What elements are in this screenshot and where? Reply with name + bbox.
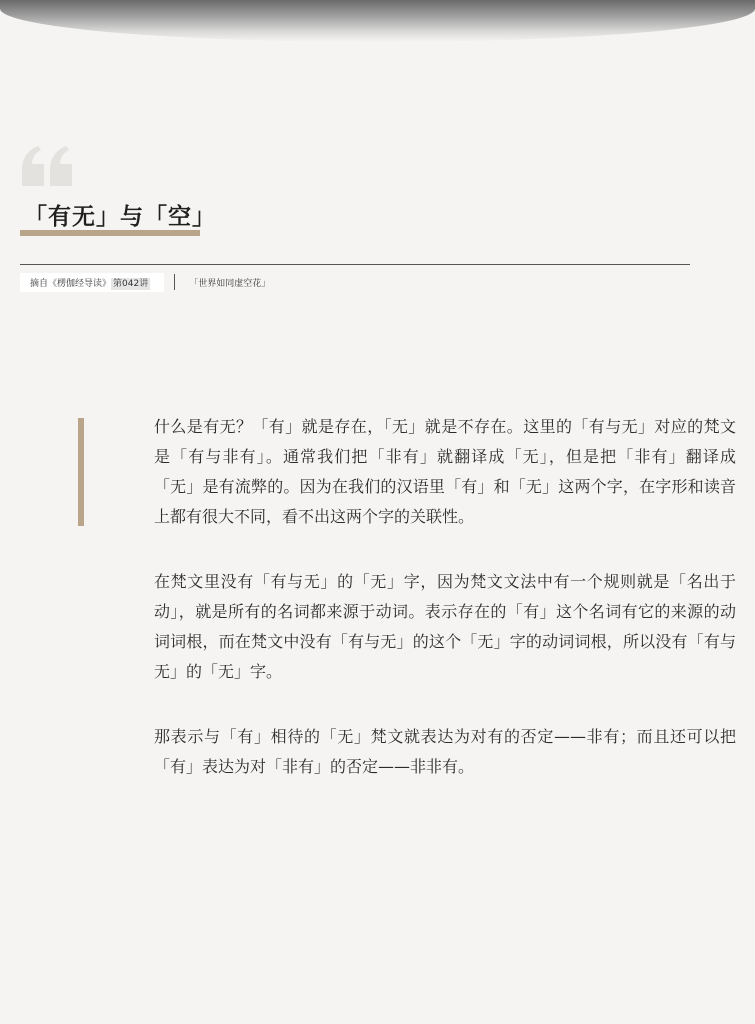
source-label: 摘自《楞伽经导读》 xyxy=(30,278,112,289)
paragraph: 在梵文里没有「有与无」的「无」字，因为梵文文法中有一个规则就是「名出于动」，就是所有的名词都来源于动词。表示存在的「有」这个名词有它的来源的动词词根，而在梵文中没有「有与无」的这个「无」字的动词词根，所以没有「有与无」的「无」字。 xyxy=(154,572,736,681)
top-shadow xyxy=(0,0,755,42)
quote-mark-icon xyxy=(18,140,78,190)
source-tag xyxy=(20,273,164,292)
accent-bar xyxy=(78,418,84,526)
header-rule xyxy=(20,264,690,265)
article-meta xyxy=(20,272,270,292)
meta-divider xyxy=(174,274,175,290)
series-label: 「世界如同虚空花」 xyxy=(189,278,271,289)
article-title: 「有无」与「空」 xyxy=(24,204,216,230)
lecture-label: 第042讲 xyxy=(113,278,149,289)
title-underline xyxy=(20,230,200,236)
article-body xyxy=(154,412,736,817)
paragraph: 那表示与「有」相待的「无」梵文就表达为对有的否定——非有；而且还可以把「有」表达为对「非有」的否定——非非有。 xyxy=(154,727,736,776)
paragraph: 什么是有无？「有」就是存在，「无」就是不存在。这里的「有与无」对应的梵文是「有与非有」。通常我们把「非有」就翻译成「无」，但是把「非有」翻译成「无」是有流弊的。因为在我们的汉语里「有」和「无」这两个字，在字形和读音上都有很大不同，看不出这两个字的关联性。 xyxy=(154,417,736,526)
